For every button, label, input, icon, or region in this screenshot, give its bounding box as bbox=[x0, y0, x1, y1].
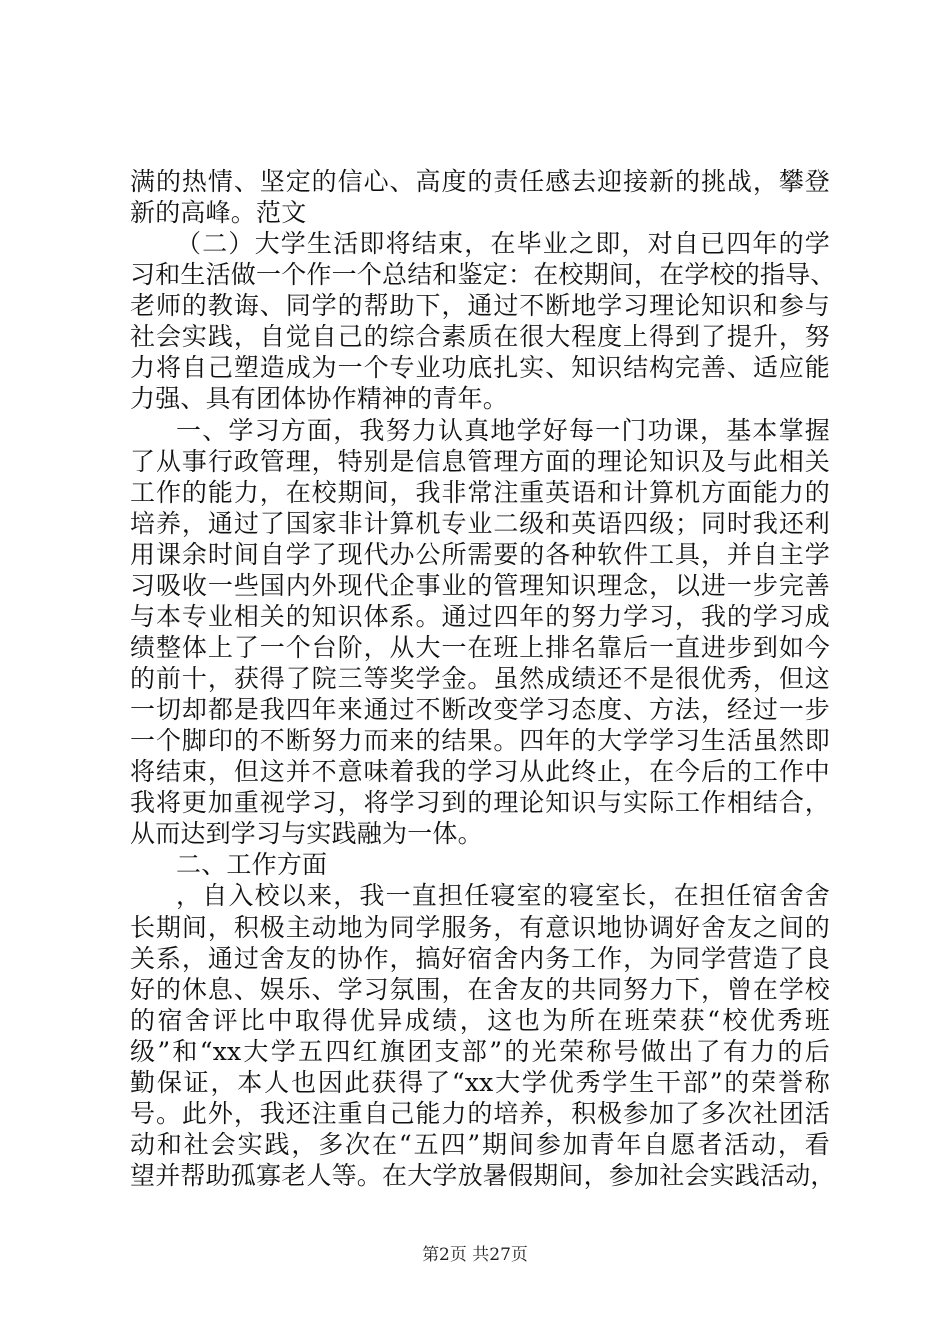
text-line: 培养，通过了国家非计算机专业二级和英语四级；同时我还利 bbox=[130, 509, 830, 538]
text-line: 一切却都是我四年来通过不断改变学习态度、方法，经过一步 bbox=[130, 695, 830, 724]
text-line: 习和生活做一个作一个总结和鉴定：在校期间，在学校的指导、 bbox=[130, 260, 836, 289]
text-line: 我将更加重视学习，将学习到的理论知识与实际工作相结合， bbox=[130, 788, 830, 817]
text-line: 新的高峰。范文 bbox=[130, 198, 307, 227]
page-number-footer: 第2页 共27页 bbox=[422, 1245, 528, 1265]
text-line: 与本专业相关的知识体系。通过四年的努力学习，我的学习成 bbox=[130, 602, 830, 631]
text-line: 了从事行政管理，特别是信息管理方面的理论知识及与此相关 bbox=[130, 447, 830, 476]
text-line: 级”和“xx大学五四红旗团支部”的光荣称号做出了有力的后 bbox=[130, 1037, 830, 1066]
text-line: 工作的能力，在校期间，我非常注重英语和计算机方面能力的 bbox=[130, 478, 830, 507]
text-line: 好的休息、娱乐、学习氛围，在舍友的共同努力下，曾在学校 bbox=[130, 975, 830, 1004]
text-line: 习吸收一些国内外现代企事业的管理知识理念，以进一步完善 bbox=[130, 571, 830, 600]
text-line: 绩整体上了一个台阶，从大一在班上排名靠后一直进步到如今 bbox=[130, 633, 830, 662]
text-line: 望并帮助孤寡老人等。在大学放暑假期间，参加社会实践活动， bbox=[130, 1161, 836, 1190]
text-line: 满的热情、坚定的信心、高度的责任感去迎接新的挑战，攀登 bbox=[130, 167, 830, 196]
text-line: 力强、具有团体协作精神的青年。 bbox=[130, 384, 509, 413]
text-line: 的前十，获得了院三等奖学金。虽然成绩还不是很优秀，但这 bbox=[130, 664, 830, 693]
text-line: 从而达到学习与实践融为一体。 bbox=[130, 819, 483, 848]
text-line: 动和社会实践，多次在“五四”期间参加青年自愿者活动，看 bbox=[130, 1130, 830, 1159]
text-line: 号。此外，我还注重自己能力的培养，积极参加了多次社团活 bbox=[130, 1099, 830, 1128]
text-line: 将结束，但这并不意味着我的学习从此终止，在今后的工作中 bbox=[130, 757, 830, 786]
paragraph-start: ，自入校以来，我一直担任寝室的寝室长，在担任宿舍舍 bbox=[176, 881, 830, 910]
text-line: 社会实践，自觉自己的综合素质在很大程度上得到了提升，努 bbox=[130, 322, 830, 351]
text-line: 一个脚印的不断努力而来的结果。四年的大学学习生活虽然即 bbox=[130, 726, 830, 755]
text-line: 长期间，积极主动地为同学服务，有意识地协调好舍友之间的 bbox=[130, 913, 830, 942]
text-line: 勤保证，本人也因此获得了“xx大学优秀学生干部”的荣誉称 bbox=[130, 1068, 830, 1097]
text-line: 老师的教诲、同学的帮助下，通过不断地学习理论知识和参与 bbox=[130, 291, 830, 320]
section-heading: 二、工作方面 bbox=[176, 850, 328, 879]
paragraph-start: 一、学习方面，我努力认真地学好每一门功课，基本掌握 bbox=[176, 416, 830, 445]
text-line: 的宿舍评比中取得优异成绩，这也为所在班荣获“校优秀班 bbox=[130, 1006, 830, 1035]
text-line: 用课余时间自学了现代办公所需要的各种软件工具，并自主学 bbox=[130, 540, 830, 569]
text-line: 关系，通过舍友的协作，搞好宿舍内务工作，为同学营造了良 bbox=[130, 944, 830, 973]
paragraph-start: （二）大学生活即将结束，在毕业之即，对自已四年的学 bbox=[176, 229, 830, 258]
text-line: 力将自己塑造成为一个专业功底扎实、知识结构完善、适应能 bbox=[130, 353, 830, 382]
